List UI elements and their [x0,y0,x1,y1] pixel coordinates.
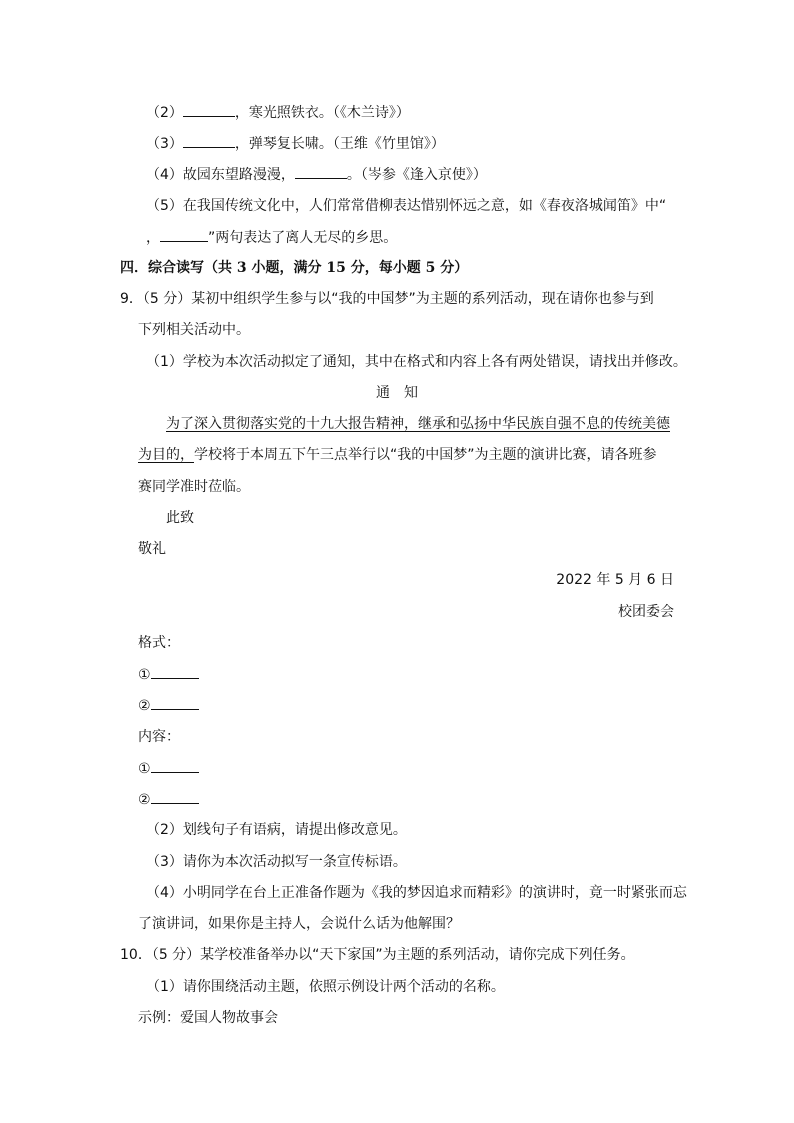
q9-sub4-cont: 了演讲词，如果你是主持人，会说什么话为他解围？ [138,916,460,932]
answer-blank[interactable] [183,102,235,117]
q9-sub2: （2）划线句子有语病，请提出修改意见。 [146,822,407,838]
format-answer-2: ② [138,695,199,715]
q9-stem-cont: 下列相关活动中。 [138,322,250,338]
answer-blank[interactable] [183,133,235,148]
format-label: 格式： [138,635,180,651]
answer-blank[interactable] [295,164,347,179]
poem-item-5: （5）在我国传统文化中，人们常常借柳表达惜别怀远之意，如《春夜洛城闻笛》中“ [146,198,667,214]
content-answer-1: ① [138,758,199,778]
notice-jingli: 敬礼 [138,541,166,557]
answer-blank[interactable] [151,758,199,773]
notice-line-2: 为目的，学校将于本周五下午三点举行以“我的中国梦”为主题的演讲比赛，请各班参 [138,447,657,463]
section-title: 四．综合读写（共 3 小题，满分 15 分，每小题 5 分） [120,260,469,276]
q10-sub1: （1）请你围绕活动主题，依照示例设计两个活动的名称。 [146,979,505,995]
poem-item-4: （4）故园东望路漫漫， 。（岑参《逢入京使》） [146,164,487,184]
notice-underlined-sentence: 为了深入贯彻落实党的十九大报告精神，继承和弘扬中华民族自强不息的传统美德 [166,416,670,432]
answer-blank[interactable] [160,227,208,242]
q9-sub4: （4）小明同学在台上正准备作题为《我的梦因追求而精彩》的演讲时，竟一时紧张而忘 [146,885,687,901]
q9-sub1: （1）学校为本次活动拟定了通知，其中在格式和内容上各有两处错误，请找出并修改。 [146,354,687,370]
content-answer-2: ② [138,789,199,809]
poem-item-3: （3） ，弹琴复长啸。（王维《竹里馆》） [146,133,445,153]
content-label: 内容： [138,729,180,745]
format-answer-1: ① [138,664,199,684]
notice-signer: 校团委会 [618,604,674,620]
answer-blank[interactable] [151,789,199,804]
notice-line-3: 赛同学准时莅临。 [138,479,250,495]
answer-blank[interactable] [151,664,199,679]
notice-cizhi: 此致 [166,510,194,526]
poem-item-2: （2） ，寒光照铁衣。（《木兰诗》） [146,102,410,122]
q10-example: 示例：爱国人物故事会 [138,1010,278,1026]
notice-date: 2022 年 5 月 6 日 [556,572,674,588]
answer-blank[interactable] [151,695,199,710]
poem-item-5-cont: ， ”两句表达了离人无尽的乡思。 [146,227,397,247]
q9-sub3: （3）请你为本次活动拟写一条宣传标语。 [146,854,407,870]
notice-title: 通 知 [376,385,418,401]
q9-stem: 9．（5 分）某初中组织学生参与以“我的中国梦”为主题的系列活动，现在请你也参与到 [120,291,654,307]
q10-stem: 10．（5 分）某学校准备举办以“天下家国”为主题的系列活动，请你完成下列任务。 [120,947,635,963]
